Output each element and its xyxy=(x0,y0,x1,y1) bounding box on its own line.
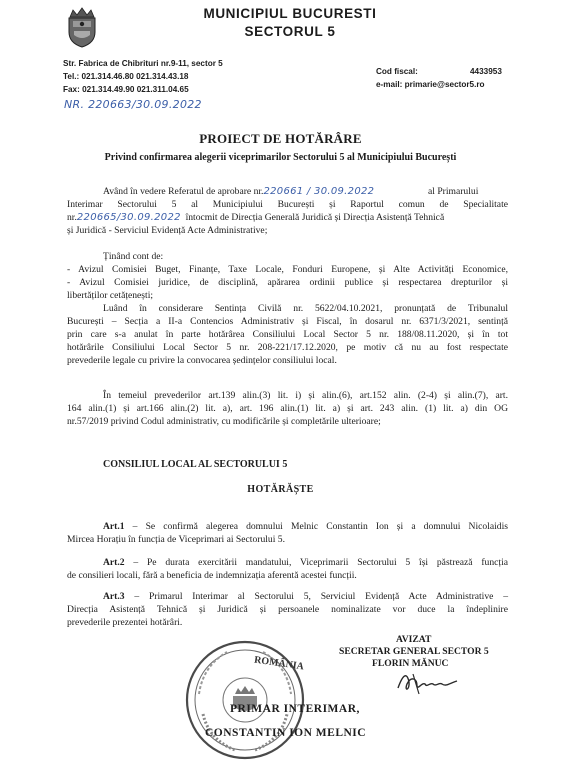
legal-basis-line-1: În temeiul prevederilor art.139 alin.(3) lit. i) și alin.(6), art.152 alin. (2-4) și alin.(7), art. xyxy=(103,390,508,401)
coat-of-arms-icon xyxy=(64,6,100,48)
mayor-name: CONSTANTIN ION MELNIC xyxy=(205,727,367,739)
institution-sector: SECTORUL 5 xyxy=(244,24,336,39)
official-stamp xyxy=(183,636,307,764)
mayor-title: PRIMAR INTERIMAR, xyxy=(230,703,360,715)
address: Str. Fabrica de Chibrituri nr.9-11, sector 5 xyxy=(63,59,223,68)
article-3-number: Art.3 xyxy=(103,591,125,602)
stamp-text: ROMÂNIA xyxy=(253,654,305,673)
article-1-number: Art.1 xyxy=(103,521,125,532)
registration-number-handwritten: NR. 220663/30.09.2022 xyxy=(64,98,202,111)
decides-heading: HOTĂRĂȘTE xyxy=(247,484,314,495)
referat-number-handwritten: 220661 / 30.09.2022 xyxy=(263,186,375,197)
article-1-line-1: Art.1 – Se confirmă alegerea domnului Melnic Constantin Ion și a domnului Nicolaidis xyxy=(103,521,508,532)
article-2-line-1: Art.2 – Pe durata exercitării mandatului, Viceprimarii Sectorului 5 își păstrează funcția xyxy=(103,557,508,568)
secretary-signature xyxy=(395,668,461,696)
legal-basis-line-3: nr.57/2019 privind Codul administrativ, cu modificările și completările ulterioare; xyxy=(67,416,381,427)
institution-name: MUNICIPIUL BUCURESTI xyxy=(203,6,377,21)
legal-basis-line-2: 164 alin.(1) și art.166 alin.(2) lit. a), art. 196 alin.(1) lit. a) și art. 243 alin. (1) lit. a) din OG xyxy=(67,403,508,414)
intro-line-2: Interimar Sectorului 5 al Municipiului București și Raportul comun de Specialitate xyxy=(67,199,508,210)
secretary-name: FLORIN MĂNUC xyxy=(372,658,449,669)
considering-item-2-cont: libertăților cetățenești; xyxy=(67,290,154,301)
fax-numbers: Fax: 021.314.49.90 021.311.04.65 xyxy=(63,85,189,94)
article-3-line-3: prevederile prezentei hotărâri. xyxy=(67,617,183,628)
sentence-line-1: Luând în considerare Sentința Civilă nr. 5622/04.10.2021, pronunțată de Tribunalul xyxy=(103,303,508,314)
sentence-line-5: prevederile legale cu privire la convocarea ședințelor consiliului local. xyxy=(67,355,337,366)
article-2-line-2: de consilieri locali, fără a beneficia de indemnizația aferentă acestei funcții. xyxy=(67,570,357,581)
considering-heading: Ținând cont de: xyxy=(103,251,164,262)
phone-numbers: Tel.: 021.314.46.80 021.314.43.18 xyxy=(63,72,189,81)
secretary-title: SECRETAR GENERAL SECTOR 5 xyxy=(339,646,489,657)
considering-item-2: - Avizul Comisiei juridice, de disciplină, apărarea ordinii publice și respectarea drepturilor și xyxy=(67,277,508,288)
article-1-line-2: Mircea Horațiu în funcția de Viceprimari ai Sectorului 5. xyxy=(67,534,285,545)
fiscal-code-value: 4433953 xyxy=(470,67,502,76)
document-title: PROIECT DE HOTĂRÂRE xyxy=(199,131,362,146)
raport-number-handwritten: 220665/30.09.2022 xyxy=(76,212,181,223)
council-heading: CONSILIUL LOCAL AL SECTORULUI 5 xyxy=(103,459,288,470)
approval-label: AVIZAT xyxy=(396,634,432,645)
considering-item-1: - Avizul Comisiei Buget, Finanțe, Taxe Locale, Fonduri Europene, și Alte Activități Economice, xyxy=(67,264,508,275)
sentence-line-2: București – Secția a II-a Contencios Administrativ și Fiscal, în dosarul nr. 6371/3/2021, sentință xyxy=(67,316,508,327)
intro-line-4: și Juridică - Serviciul Evidență Acte Administrative; xyxy=(67,225,268,236)
sentence-line-4: hotărârile Consiliului Local Sector 5 nr. 208-221/17.12.2020, pe motiv că nu au fost respectate xyxy=(67,342,508,353)
sentence-line-3: prin care s-a anulat în parte hotărârea Consiliului Local Sector 5 nr. 188/08.11.2020, și în tot xyxy=(67,329,508,340)
document-subtitle: Privind confirmarea alegerii viceprimarilor Sectorului 5 al Municipiului București xyxy=(104,152,457,163)
intro-line-1-end: al Primarului xyxy=(428,186,479,197)
fiscal-code-label: Cod fiscal: xyxy=(376,67,418,76)
article-3-line-1: Art.3 – Primarul Interimar al Sectorului 5, Serviciul Evidență Acte Administrative – xyxy=(103,591,508,602)
email-address: e-mail: primarie@sector5.ro xyxy=(376,80,485,89)
article-3-line-2: Direcția Asistență Tehnică și Juridică și persoanele nominalizate vor duce la îndeplinire xyxy=(67,604,508,615)
intro-line-3: nr.220665/30.09.2022 întocmit de Direcția Generală Juridică și Direcția Asistență Tehnică xyxy=(67,212,445,223)
intro-line-1: Având în vedere Referatul de aprobare nr.220661 / 30.09.2022 xyxy=(103,186,375,197)
article-2-number: Art.2 xyxy=(103,557,125,568)
